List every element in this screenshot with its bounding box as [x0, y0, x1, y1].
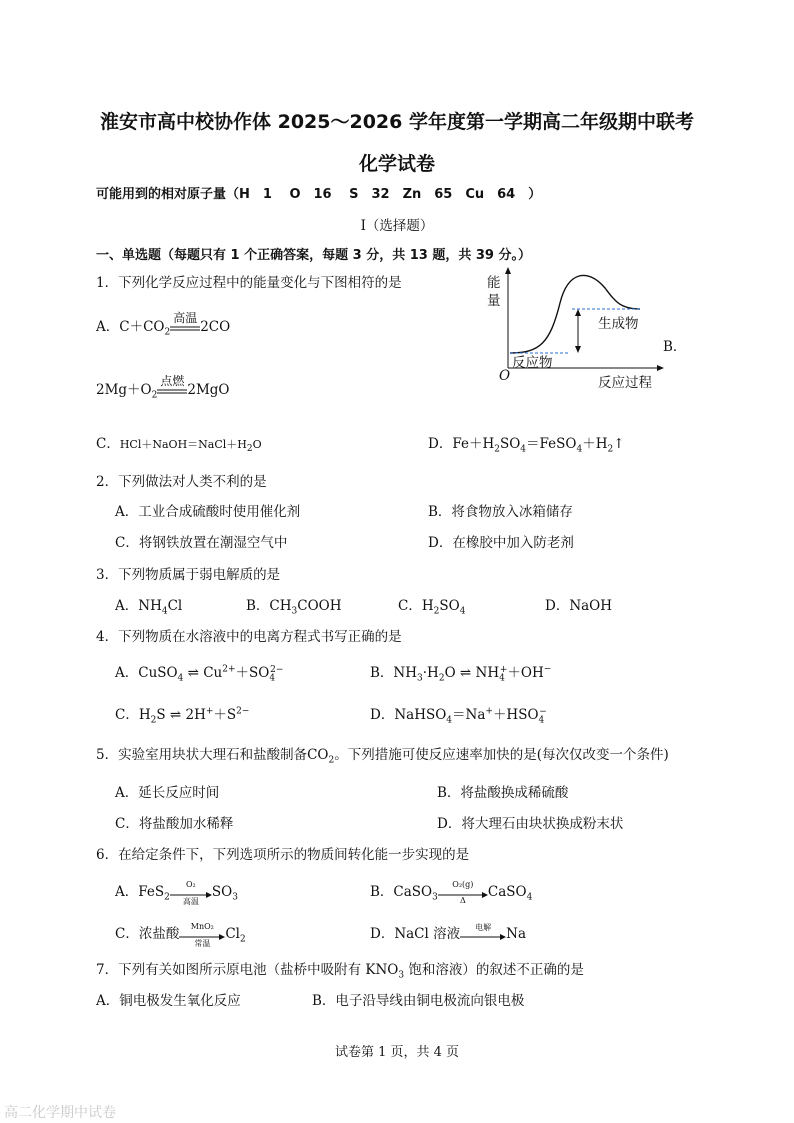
q1-option-d: D．$Fe+H_2SO_4=FeSO_4+H_2↑$	[428, 436, 625, 455]
q1-option-b: $2Mg+O_2$ 点燃 2MgO	[96, 373, 230, 401]
q3-option-a: A．$NH_4Cl$	[115, 598, 183, 617]
q6-option-a: A．FeS$_2$ O₂ 高温 $SO_3$	[115, 879, 238, 906]
q5-option-b: B．将盐酸换成稀硫酸	[437, 785, 569, 801]
q4-stem: 4．下列物质在水溶液中的电离方程式书写正确的是	[96, 629, 402, 645]
exam-title: 淮安市高中校协作体 2025～2026 学年度第一学期高二年级期中联考	[100, 111, 694, 133]
graph-reactant-label: 反应物	[512, 355, 553, 371]
q6-option-b: B．CaSO$_3$ O₂(g) Δ CaSO$_4$	[370, 879, 533, 905]
q7-option-b: B．电子沿导线由铜电极流向银电极	[312, 993, 525, 1009]
q3-option-c: C．$H_2SO_4$	[398, 598, 466, 617]
q3-option-d: D．NaOH	[545, 598, 613, 614]
q7-stem: 7．下列有关如图所示原电池（盐桥中吸附有 $KNO_3$ 饱和溶液）的叙述不正确的是	[96, 962, 584, 981]
q6-stem: 6．在给定条件下，下列选项所示的物质间转化能一步实现的是	[96, 847, 470, 863]
q6-option-c: C．浓盐酸 MnO₂ 常温 $Cl_2$	[115, 921, 246, 948]
q2-option-a: A．工业合成硫酸时使用催化剂	[115, 504, 301, 520]
q2-option-d: D．在橡胶中加入防老剂	[428, 535, 574, 551]
q3-option-b: B．$CH_3COOH$	[246, 598, 342, 617]
q3-stem: 3．下列物质属于弱电解质的是	[96, 567, 281, 583]
q5-option-d: D．将大理石由块状换成粉末状	[437, 816, 624, 832]
q5-option-c: C．将盐酸加水稀释	[115, 816, 234, 832]
q7-option-a: A．铜电极发生氧化反应	[96, 993, 241, 1009]
graph-x-label: 反应过程	[598, 375, 652, 391]
section-heading: 一、单选题（每题只有 1 个正确答案，每题 3 分，共 13 题，共 39 分。）	[96, 248, 531, 263]
q6-option-d: D．NaCl 溶液 电解 Na	[370, 922, 526, 942]
q2-option-b: B．将食物放入冰箱储存	[428, 504, 573, 520]
graph-y-label-bottom: 量	[487, 293, 501, 309]
q4-option-b: B．$NH_3\cdot H_2O$ ⇌ $NH_4^++OH^-$	[370, 664, 552, 684]
graph-product-label: 生成物	[598, 316, 639, 332]
q1-option-a: A．$C+CO_2$ 高温 2CO	[96, 310, 231, 338]
q4-option-a: A．CuSO$_4$ ⇌ $Cu^{2+}+SO_4^{2-}$	[115, 664, 284, 684]
q2-option-c: C．将钢铁放置在潮湿空气中	[115, 535, 288, 551]
q1-stem: 1．下列化学反应过程中的能量变化与下图相符的是	[96, 275, 402, 291]
atomic-masses: 可能用到的相对原子量（H 1 O 16 S 32 Zn 65 Cu 64 ）	[96, 187, 542, 202]
q1-b-label: B．	[663, 339, 687, 355]
watermark: 高二化学期中试卷	[4, 1105, 116, 1121]
q5-option-a: A．延长反应时间	[115, 785, 220, 801]
part-label: Ⅰ（选择题）	[360, 218, 434, 234]
page-footer: 试卷第 1 页，共 4 页	[334, 1045, 460, 1060]
q5-stem: 5．实验室用块状大理石和盐酸制备$CO_2$。下列措施可使反应速率加快的是(每次仅改变一个条件)	[96, 747, 669, 766]
q2-stem: 2．下列做法对人类不利的是	[96, 474, 267, 490]
q4-option-d: D．$NaHSO_4=Na^++HSO_4^-$	[370, 706, 547, 726]
q1-option-c: C．$HCl+NaOH=NaCl+H_2O$	[96, 436, 262, 455]
graph-origin: O	[499, 368, 511, 384]
q4-option-c: C．$H_2S$ ⇌ $2H^++S^{2-}$	[115, 706, 250, 726]
subject-title: 化学试卷	[358, 153, 435, 175]
graph-y-label-top: 能	[487, 275, 501, 291]
